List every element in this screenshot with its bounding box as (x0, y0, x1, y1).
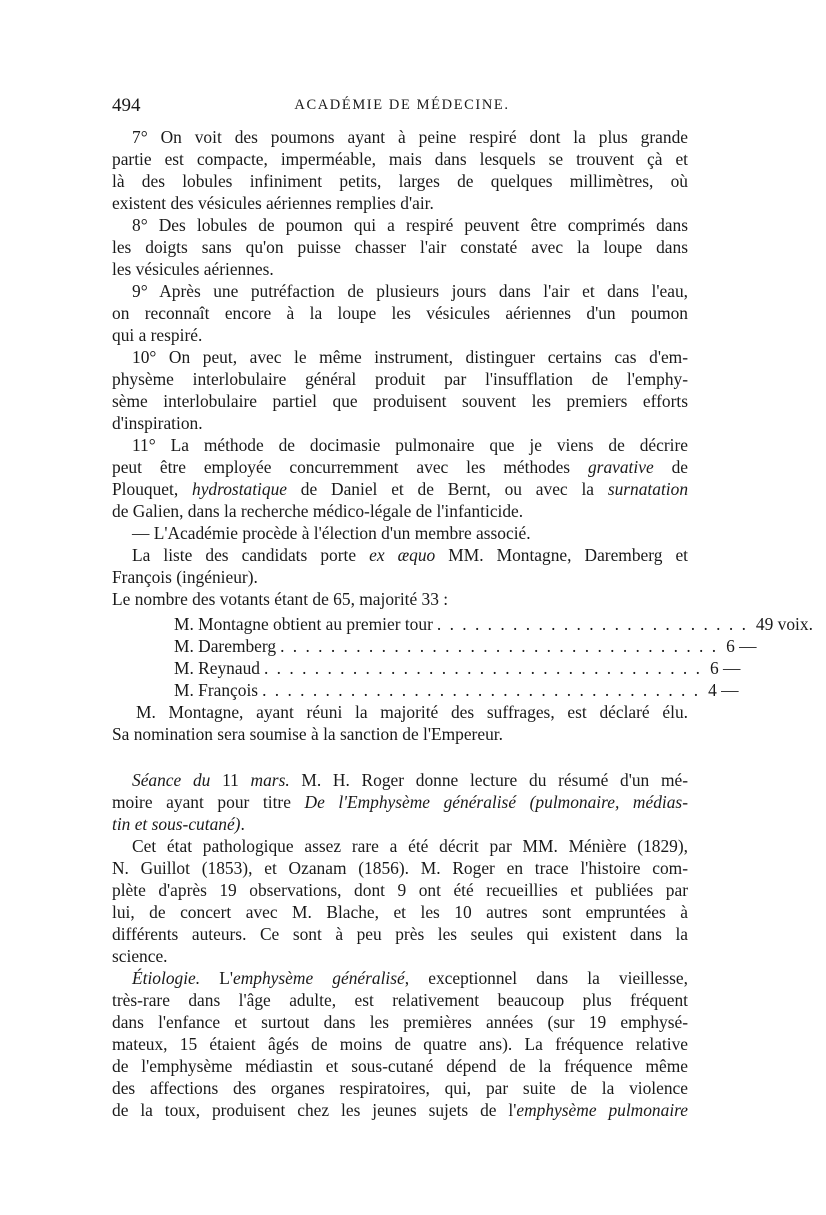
election-section (112, 522, 688, 610)
text-line (112, 967, 688, 989)
leader-dots: . . . . . . . . . . . . . . . . . . . . . . . . . . . . . . . . . . . (263, 658, 702, 678)
text-line: physème interlobulaire général produit par l'insufflation de l'emphy- (112, 369, 688, 389)
text-line: 7° On voit des poumons ayant à peine respiré dont la plus grande (132, 127, 688, 147)
text-span: L' (200, 968, 234, 988)
text-span: moire ayant pour titre (112, 792, 305, 812)
text-line: de l'emphysème médiastin et sous-cutané dépend de la fréquence même (112, 1056, 688, 1076)
text-span: Plouquet, (112, 479, 192, 499)
text-line: 8° Des lobules de poumon qui a respiré peuvent être comprimés dans (132, 215, 688, 235)
text-line: très-rare dans l'âge adulte, est relativement beaucoup plus fréquent (112, 990, 688, 1010)
paragraph-8 (112, 214, 688, 280)
vote-row (174, 679, 739, 701)
text-line: qui a respiré. (112, 325, 203, 345)
text-line (112, 544, 688, 566)
text-line: sème interlobulaire partiel que produisent souvent les premiers efforts (112, 391, 688, 411)
vote-count: 49 voix. (755, 614, 813, 634)
text-span: peut être employée concurremment avec les méthodes (112, 457, 588, 477)
italic-term: hydrostatique (192, 479, 287, 499)
section-gap (112, 745, 688, 769)
text-span: 11 (210, 770, 251, 790)
vote-row (174, 613, 813, 635)
text-line: de Galien, dans la recherche médico-légale de l'infanticide. (112, 501, 524, 521)
leader-dots: . . . . . . . . . . . . . . . . . . . . . . . . . . . . . . . . . . . (262, 680, 701, 700)
text-line (112, 813, 688, 835)
candidate-name: M. François (174, 680, 259, 700)
italic-term: emphysème pulmonaire (516, 1100, 688, 1120)
page-number: 494 (112, 95, 141, 116)
italic-term: ex æquo (369, 545, 436, 565)
candidate-name: M. Reynaud (174, 658, 260, 678)
text-line: lui, de concert avec M. Blache, et les 10 autres sont empruntées à (112, 902, 688, 922)
italic-term: gravative (587, 457, 654, 477)
text-span: , exceptionnel dans la vieillesse, (404, 968, 688, 988)
vote-count: 6 — (726, 636, 757, 656)
text-line: Le nombre des votants étant de 65, majorité 33 : (112, 589, 449, 609)
text-line: 9° Après une putréfaction de plusieurs jours dans l'air et dans l'eau, (132, 281, 688, 301)
text-line: d'inspiration. (112, 413, 203, 433)
vote-row (174, 657, 741, 679)
text-line: 10° On peut, avec le même instrument, distinguer certains cas d'em- (132, 347, 688, 367)
text-line: François (ingénieur). (112, 567, 258, 587)
text-line: N. Guillot (1853), et Ozanam (1856). M. Roger en trace l'histoire com- (112, 858, 688, 878)
text-span: de la toux, produisent chez les jeunes sujets de l' (112, 1100, 517, 1120)
text-line (112, 769, 688, 791)
italic-term: De l'Emphysème généralisé (pulmonaire, médias- (304, 792, 688, 812)
text-line: science. (112, 946, 168, 966)
text-line: différents auteurs. Ce sont à peu près les seules qui existent dans la (112, 924, 688, 944)
text-line: les doigts sans qu'on puisse chasser l'air constaté avec la loupe dans (112, 237, 688, 257)
paragraph-10 (112, 346, 688, 434)
text-line: là des lobules infiniment petits, larges de quelques millimètres, où (112, 171, 688, 191)
italic-term: surnatation (607, 479, 689, 499)
text-line: des affections des organes respiratoires, qui, par suite de la violence (112, 1078, 688, 1098)
italic-term: emphysème généralisé (233, 968, 405, 988)
italic-term: mars. (250, 770, 290, 790)
etat-paragraph (112, 835, 688, 967)
text-span: . (240, 814, 245, 834)
election-result (112, 701, 688, 745)
text-line (112, 791, 688, 813)
vote-row (174, 635, 757, 657)
text-span: de Daniel et de Bernt, ou avec la (287, 479, 608, 499)
text-line: Cet état pathologique assez rare a été décrit par MM. Ménière (1829), (132, 836, 688, 856)
paragraph-7 (112, 126, 688, 214)
text-span: La liste des candidats porte (132, 545, 370, 565)
candidate-name: M. Daremberg (174, 636, 277, 656)
candidate-name: M. Montagne obtient au premier tour (174, 614, 433, 634)
leader-dots: . . . . . . . . . . . . . . . . . . . . . . . . . . . . . . . . . . . (280, 636, 719, 656)
text-span: MM. Montagne, Daremberg et (435, 545, 688, 565)
vote-results-table (174, 613, 813, 701)
text-line: 11° La méthode de docimasie pulmonaire que je viens de décrire (132, 435, 688, 455)
text-line: M. Montagne, ayant réuni la majorité des suffrages, est déclaré élu. (136, 702, 688, 722)
italic-term: Séance du (132, 770, 211, 790)
seance-paragraph (112, 769, 688, 835)
paragraph-9 (112, 280, 688, 346)
text-line (112, 478, 688, 500)
etiologie-paragraph (112, 967, 688, 1121)
text-line (112, 456, 688, 478)
text-line: mateux, 15 étaient âgés de moins de quatre ans). La fréquence relative (112, 1034, 688, 1054)
vote-count: 4 — (708, 680, 739, 700)
text-line: — L'Académie procède à l'élection d'un membre associé. (132, 523, 531, 543)
leader-dots: . . . . . . . . . . . . . . . . . . . . . . . . . (436, 614, 748, 634)
text-line: Sa nomination sera soumise à la sanction de l'Empereur. (112, 724, 503, 744)
running-head: ACADÉMIE DE MÉDECINE. (294, 97, 510, 113)
text-line: dans l'enfance et surtout dans les premières années (sur 19 emphysé- (112, 1012, 688, 1032)
text-span: M. H. Roger donne lecture du résumé d'un mé- (289, 770, 688, 790)
text-line: existent des vésicules aériennes remplies d'air. (112, 193, 434, 213)
text-span: de (653, 457, 689, 477)
text-line: on reconnaît encore à la loupe les vésicules aériennes d'un poumon (112, 303, 688, 323)
paragraph-11 (112, 434, 688, 522)
text-line (112, 1099, 688, 1121)
text-line: plète d'après 19 observations, dont 9 ont été recueillies et publiées par (112, 880, 688, 900)
page-body (112, 126, 813, 1121)
text-line: les vésicules aériennes. (112, 259, 274, 279)
vote-count: 6 — (709, 658, 741, 678)
italic-term: tin et sous-cutané) (112, 814, 241, 834)
page-header (112, 95, 692, 121)
italic-term: Étiologie. (132, 968, 201, 988)
text-line: partie est compacte, imperméable, mais dans lesquels se trouvent çà et (112, 149, 688, 169)
